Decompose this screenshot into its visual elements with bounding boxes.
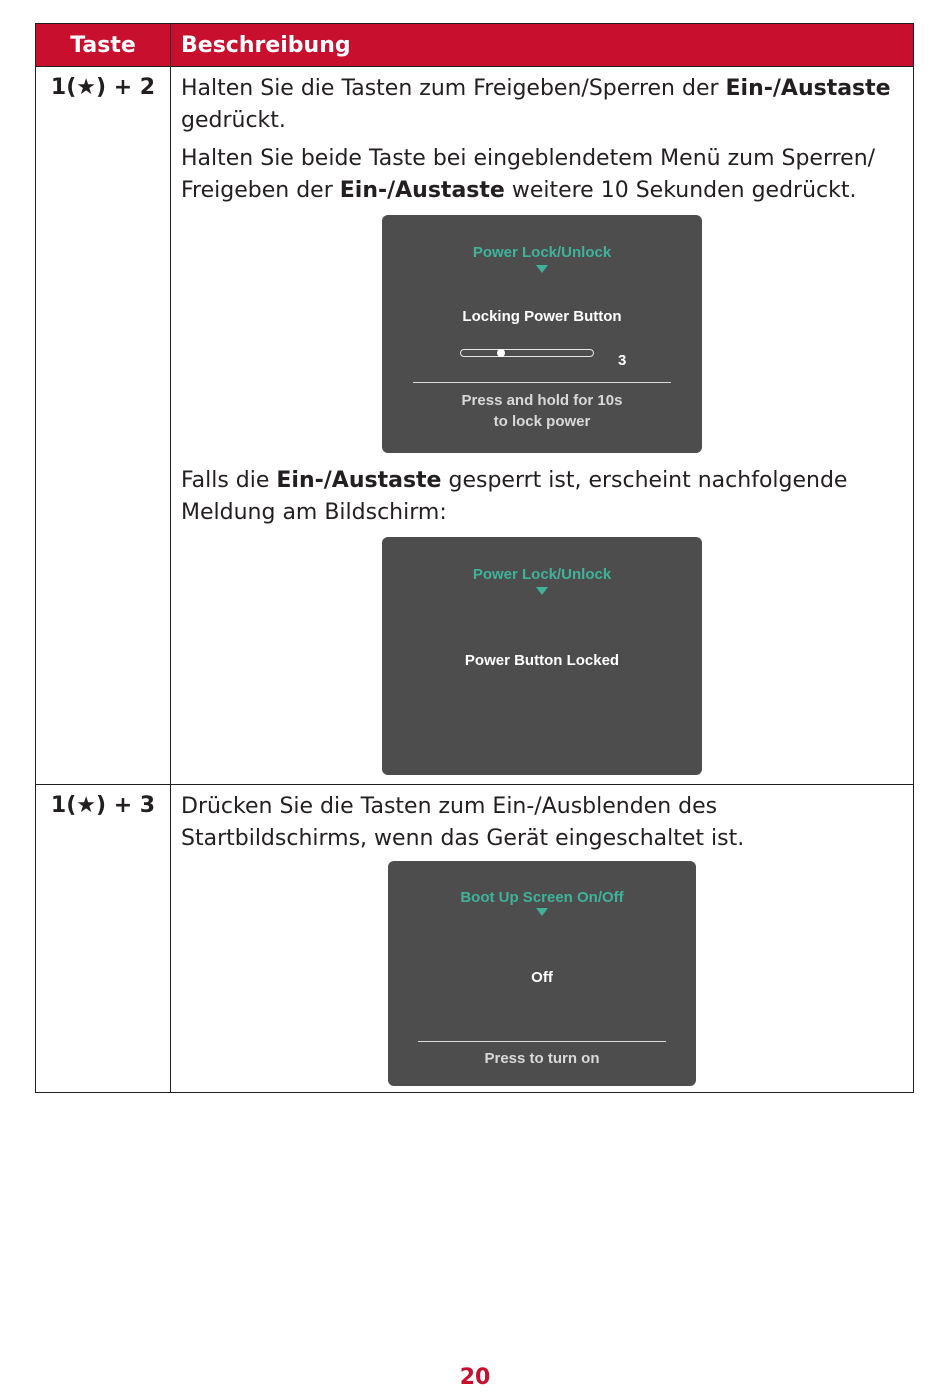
key-function-table bbox=[35, 23, 914, 1093]
osd-locked-screenshot bbox=[382, 537, 702, 775]
countdown-slider bbox=[460, 349, 594, 357]
divider bbox=[413, 382, 671, 383]
text-run: Halten Sie die Tasten zum Freigeben/Sperren der bbox=[181, 76, 726, 101]
text-run: weitere 10 Sekunden gedrückt. bbox=[504, 178, 857, 203]
hint-line: Press and hold for 10s bbox=[461, 392, 623, 409]
osd-hint bbox=[382, 390, 702, 432]
key-combo: 1(★) + 2 bbox=[36, 67, 171, 784]
osd-message: Locking Power Button bbox=[462, 308, 622, 325]
osd-hint: Press to turn on bbox=[484, 1050, 600, 1067]
description-paragraph bbox=[181, 465, 903, 529]
description-paragraph bbox=[181, 143, 903, 207]
triangle-down-icon bbox=[536, 265, 548, 273]
table-row bbox=[36, 784, 913, 1092]
bold-text: Ein-/Austaste bbox=[339, 178, 505, 203]
table-header-row bbox=[36, 24, 913, 66]
hint-line: to lock power bbox=[493, 413, 591, 430]
text-run: Halten Sie beide Taste bei eingeblendetem Menü zum Sperren/ Freigeben der bbox=[181, 146, 876, 203]
description-cell bbox=[171, 67, 913, 784]
bold-text: Ein-/Austaste bbox=[725, 76, 891, 101]
page-number: 20 bbox=[459, 1365, 491, 1390]
countdown-value: 3 bbox=[618, 352, 627, 369]
slider-knob bbox=[497, 349, 505, 357]
description-paragraph bbox=[181, 73, 903, 137]
osd-title: Power Lock/Unlock bbox=[472, 244, 612, 261]
text-run: gesperrt ist, erscheint nachfolgende Meldung am Bildschirm: bbox=[181, 468, 848, 525]
osd-lock-screenshot bbox=[382, 215, 702, 453]
description-paragraph: Drücken Sie die Tasten zum Ein-/Ausblenden des Startbildschirms, wenn das Gerät eingeschaltet ist. bbox=[181, 794, 745, 851]
osd-bootup-screenshot bbox=[388, 861, 696, 1086]
osd-title: Power Lock/Unlock bbox=[472, 566, 612, 583]
bold-text: Ein-/Austaste bbox=[276, 468, 442, 493]
key-combo: 1(★) + 3 bbox=[36, 785, 171, 1092]
osd-title: Boot Up Screen On/Off bbox=[460, 889, 624, 906]
text-run: gedrückt. bbox=[181, 108, 286, 133]
divider bbox=[418, 1041, 666, 1042]
description-cell bbox=[171, 785, 913, 1092]
triangle-down-icon bbox=[536, 908, 548, 916]
header-key: Taste bbox=[36, 24, 171, 66]
text-run: Falls die bbox=[181, 468, 277, 493]
osd-message: Power Button Locked bbox=[464, 652, 620, 669]
header-description: Beschreibung bbox=[181, 33, 351, 58]
table-row bbox=[36, 66, 913, 784]
triangle-down-icon bbox=[536, 587, 548, 595]
osd-message: Off bbox=[531, 969, 553, 986]
